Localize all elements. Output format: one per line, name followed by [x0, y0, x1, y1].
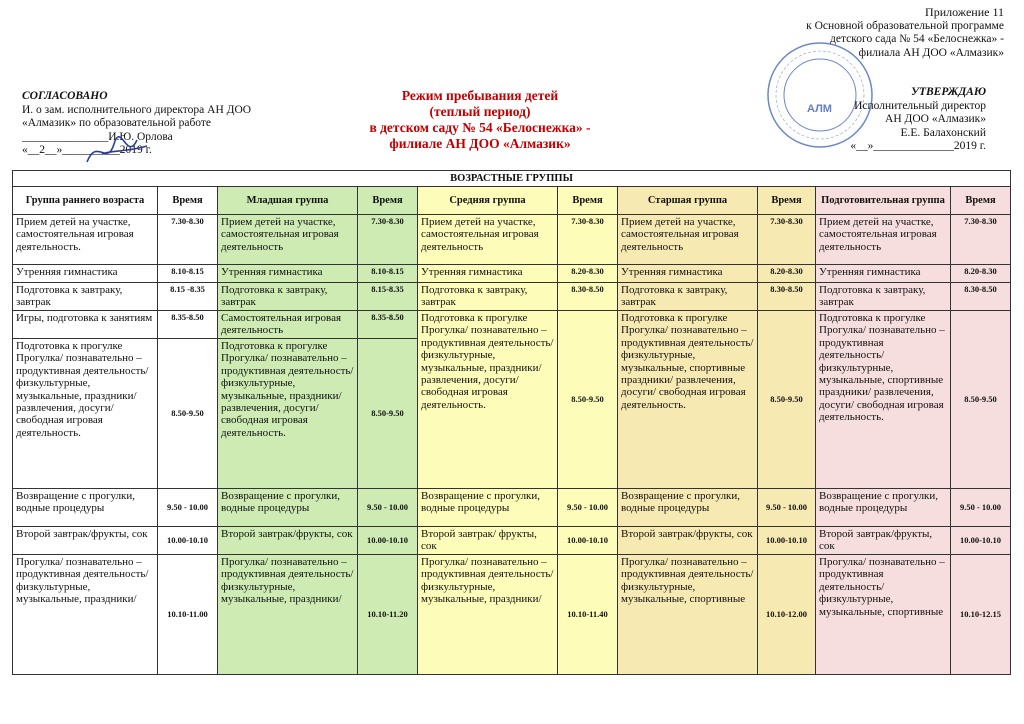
time-cell: 8.50-9.50	[558, 311, 618, 489]
table-cell: Возвращение с прогулки, водные процедуры	[618, 489, 758, 527]
time-cell: 7.30-8.30	[158, 215, 218, 265]
table-cell: Второй завтрак/ фрукты, сок	[418, 527, 558, 555]
appendix-line: детского сада № 54 «Белоснежка» -	[830, 33, 1004, 45]
table-cell: Прием детей на участке, самостоятельная игровая деятельность	[618, 215, 758, 265]
time-cell: 8.15 -8.35	[158, 283, 218, 311]
column-header: Группа раннего возраста	[13, 187, 158, 215]
time-cell: 10.00-10.10	[558, 527, 618, 555]
time-cell: 8.20-8.30	[951, 265, 1011, 283]
table-cell: Подготовка к прогулке Прогулка/ познавательно – продуктивная деятельность/ физкультурные, музыкальные, праздники/ развлечения, досуги/ свободная игровая деятельность.	[13, 339, 158, 489]
approved-line: АН ДОО «Алмазик»	[885, 113, 986, 125]
time-cell: 9.50 - 10.00	[951, 489, 1011, 527]
table-cell: Возвращение с прогулки, водные процедуры	[13, 489, 158, 527]
table-cell: Подготовка к завтраку, завтрак	[13, 283, 158, 311]
time-cell: 8.50-9.50	[358, 339, 418, 489]
column-header: Время	[358, 187, 418, 215]
time-cell: 8.50-9.50	[951, 311, 1011, 489]
column-header: Младшая группа	[218, 187, 358, 215]
time-cell: 9.50 - 10.00	[758, 489, 816, 527]
time-cell: 10.10-11.00	[158, 555, 218, 675]
table-cell: Подготовка к завтраку, завтрак	[816, 283, 951, 311]
schedule-table	[12, 170, 1011, 675]
table-cell: Прогулка/ познавательно – продуктивная деятельность/ физкультурные, музыкальные, праздники/	[218, 555, 358, 675]
agreed-line: И. о зам. исполнительного директора АН ДОО	[22, 103, 252, 116]
approved-line: «__»______________2019 г.	[850, 140, 986, 152]
agreed-header: СОГЛАСОВАНО	[22, 90, 108, 102]
agreed-line: _______________И.Ю. Орлова	[22, 130, 173, 143]
time-cell: 8.30-8.50	[558, 283, 618, 311]
approved-header: УТВЕРЖДАЮ	[910, 86, 986, 98]
time-cell: 8.10-8.15	[158, 265, 218, 283]
table-cell: Утренняя гимнастика	[816, 265, 951, 283]
time-cell: 8.30-8.50	[758, 283, 816, 311]
table-caption: ВОЗРАСТНЫЕ ГРУППЫ	[13, 171, 1011, 187]
column-header: Старшая группа	[618, 187, 758, 215]
table-cell: Утренняя гимнастика	[618, 265, 758, 283]
signature-image	[82, 132, 152, 172]
appendix-line: Приложение 11	[925, 5, 1004, 19]
table-cell: Прием детей на участке, самостоятельная игровая деятельность	[218, 215, 358, 265]
title-line: филиале АН ДОО «Алмазик»	[389, 136, 571, 151]
table-cell: Самостоятельная игровая деятельность	[218, 311, 358, 339]
table-cell: Возвращение с прогулки, водные процедуры	[218, 489, 358, 527]
table-cell: Подготовка к завтраку, завтрак	[618, 283, 758, 311]
table-cell: Игры, подготовка к занятиям	[13, 311, 158, 339]
time-cell: 8.35-8.50	[158, 311, 218, 339]
table-cell: Второй завтрак/фрукты, сок	[816, 527, 951, 555]
table-cell: Подготовка к прогулке Прогулка/ познавательно – продуктивная деятельность/ физкультурные, музыкальные, праздники/ развлечения, досуги/ свободная игровая деятельность.	[418, 311, 558, 489]
table-cell: Утренняя гимнастика	[418, 265, 558, 283]
time-cell: 10.10-12.15	[951, 555, 1011, 675]
time-cell: 10.10-11.20	[358, 555, 418, 675]
table-row	[13, 215, 1011, 265]
table-header-row	[13, 187, 1011, 215]
approved-block	[850, 86, 986, 154]
time-cell: 9.50 - 10.00	[158, 489, 218, 527]
table-cell: Подготовка к прогулке Прогулка/ познавательно – продуктивная деятельность/ физкультурные, музыкальные, спортивные праздники/ развлечения, досуги/ свободная игровая деятельность.	[618, 311, 758, 489]
time-cell: 10.10-11.40	[558, 555, 618, 675]
table-cell: Возвращение с прогулки, водные процедуры	[816, 489, 951, 527]
approved-line: Исполнительный директор	[854, 99, 986, 112]
title-line: в детском саду № 54 «Белоснежка» -	[369, 120, 591, 135]
document-title	[330, 88, 630, 152]
table-cell: Прием детей на участке, самостоятельная игровая деятельность	[418, 215, 558, 265]
agreed-line: «__2__»__________2019 г.	[22, 144, 152, 156]
table-cell: Второй завтрак/фрукты, сок	[618, 527, 758, 555]
table-cell: Второй завтрак/фрукты, сок	[218, 527, 358, 555]
table-cell: Утренняя гимнастика	[13, 265, 158, 283]
approved-line: Е.Е. Балахонский	[900, 126, 986, 139]
time-cell: 9.50 - 10.00	[558, 489, 618, 527]
time-cell: 10.00-10.10	[358, 527, 418, 555]
column-header: Время	[158, 187, 218, 215]
time-cell: 8.50-9.50	[758, 311, 816, 489]
table-cell: Подготовка к прогулке Прогулка/ познавательно – продуктивная деятельность/ физкультурные, музыкальные, праздники/ развлечения, досуги/ свободная игровая деятельность.	[218, 339, 358, 489]
table-cell: Утренняя гимнастика	[218, 265, 358, 283]
table-cell: Прием детей на участке, самостоятельная игровая деятельность	[816, 215, 951, 265]
table-row	[13, 489, 1011, 527]
time-cell: 10.00-10.10	[158, 527, 218, 555]
table-cell: Возвращение с прогулки, водные процедуры	[418, 489, 558, 527]
table-cell: Подготовка к завтраку, завтрак	[418, 283, 558, 311]
table-row	[13, 311, 1011, 339]
time-cell: 8.20-8.30	[758, 265, 816, 283]
column-header: Средняя группа	[418, 187, 558, 215]
time-cell: 8.35-8.50	[358, 311, 418, 339]
column-header: Время	[558, 187, 618, 215]
time-cell: 10.00-10.10	[951, 527, 1011, 555]
table-row	[13, 265, 1011, 283]
time-cell: 8.30-8.50	[951, 283, 1011, 311]
column-header: Подготовительная группа	[816, 187, 951, 215]
appendix-line: к Основной образовательной программе	[806, 19, 1004, 32]
table-cell: Прогулка/ познавательно – продуктивная деятельность/ физкультурные, музыкальные, спортивные	[816, 555, 951, 675]
table-caption-row	[13, 171, 1011, 187]
table-row	[13, 527, 1011, 555]
table-cell: Подготовка к прогулке Прогулка/ познавательно – продуктивная деятельность/ физкультурные, музыкальные, спортивные праздники/ развлечения, досуги/ свободная игровая деятельность.	[816, 311, 951, 489]
table-cell: Второй завтрак/фрукты, сок	[13, 527, 158, 555]
time-cell: 7.30-8.30	[358, 215, 418, 265]
time-cell: 10.10-12.00	[758, 555, 816, 675]
time-cell: 8.10-8.15	[358, 265, 418, 283]
column-header: Время	[951, 187, 1011, 215]
table-cell: Прогулка/ познавательно – продуктивная деятельность/ физкультурные, музыкальные, спортивные	[618, 555, 758, 675]
table-row	[13, 283, 1011, 311]
title-line: (теплый период)	[429, 104, 531, 119]
title-line: Режим пребывания детей	[401, 88, 559, 103]
table-cell: Прием детей на участке, самостоятельная игровая деятельность.	[13, 215, 158, 265]
time-cell: 7.30-8.30	[951, 215, 1011, 265]
time-cell: 7.30-8.30	[558, 215, 618, 265]
column-header: Время	[758, 187, 816, 215]
appendix-line: филиала АН ДОО «Алмазик»	[858, 46, 1004, 59]
time-cell: 7.30-8.30	[758, 215, 816, 265]
table-row	[13, 555, 1011, 675]
time-cell: 8.50-9.50	[158, 339, 218, 489]
time-cell: 9.50 - 10.00	[358, 489, 418, 527]
time-cell: 8.15-8.35	[358, 283, 418, 311]
table-cell: Прогулка/ познавательно – продуктивная деятельность/ физкультурные, музыкальные, праздники/	[418, 555, 558, 675]
table-cell: Прогулка/ познавательно – продуктивная деятельность/ физкультурные, музыкальные, праздники/	[13, 555, 158, 675]
svg-text:АЛМ: АЛМ	[807, 103, 832, 115]
agreed-line: «Алмазик» по образовательной работе	[22, 117, 212, 129]
table-cell: Подготовка к завтраку, завтрак	[218, 283, 358, 311]
time-cell: 10.00-10.10	[758, 527, 816, 555]
time-cell: 8.20-8.30	[558, 265, 618, 283]
